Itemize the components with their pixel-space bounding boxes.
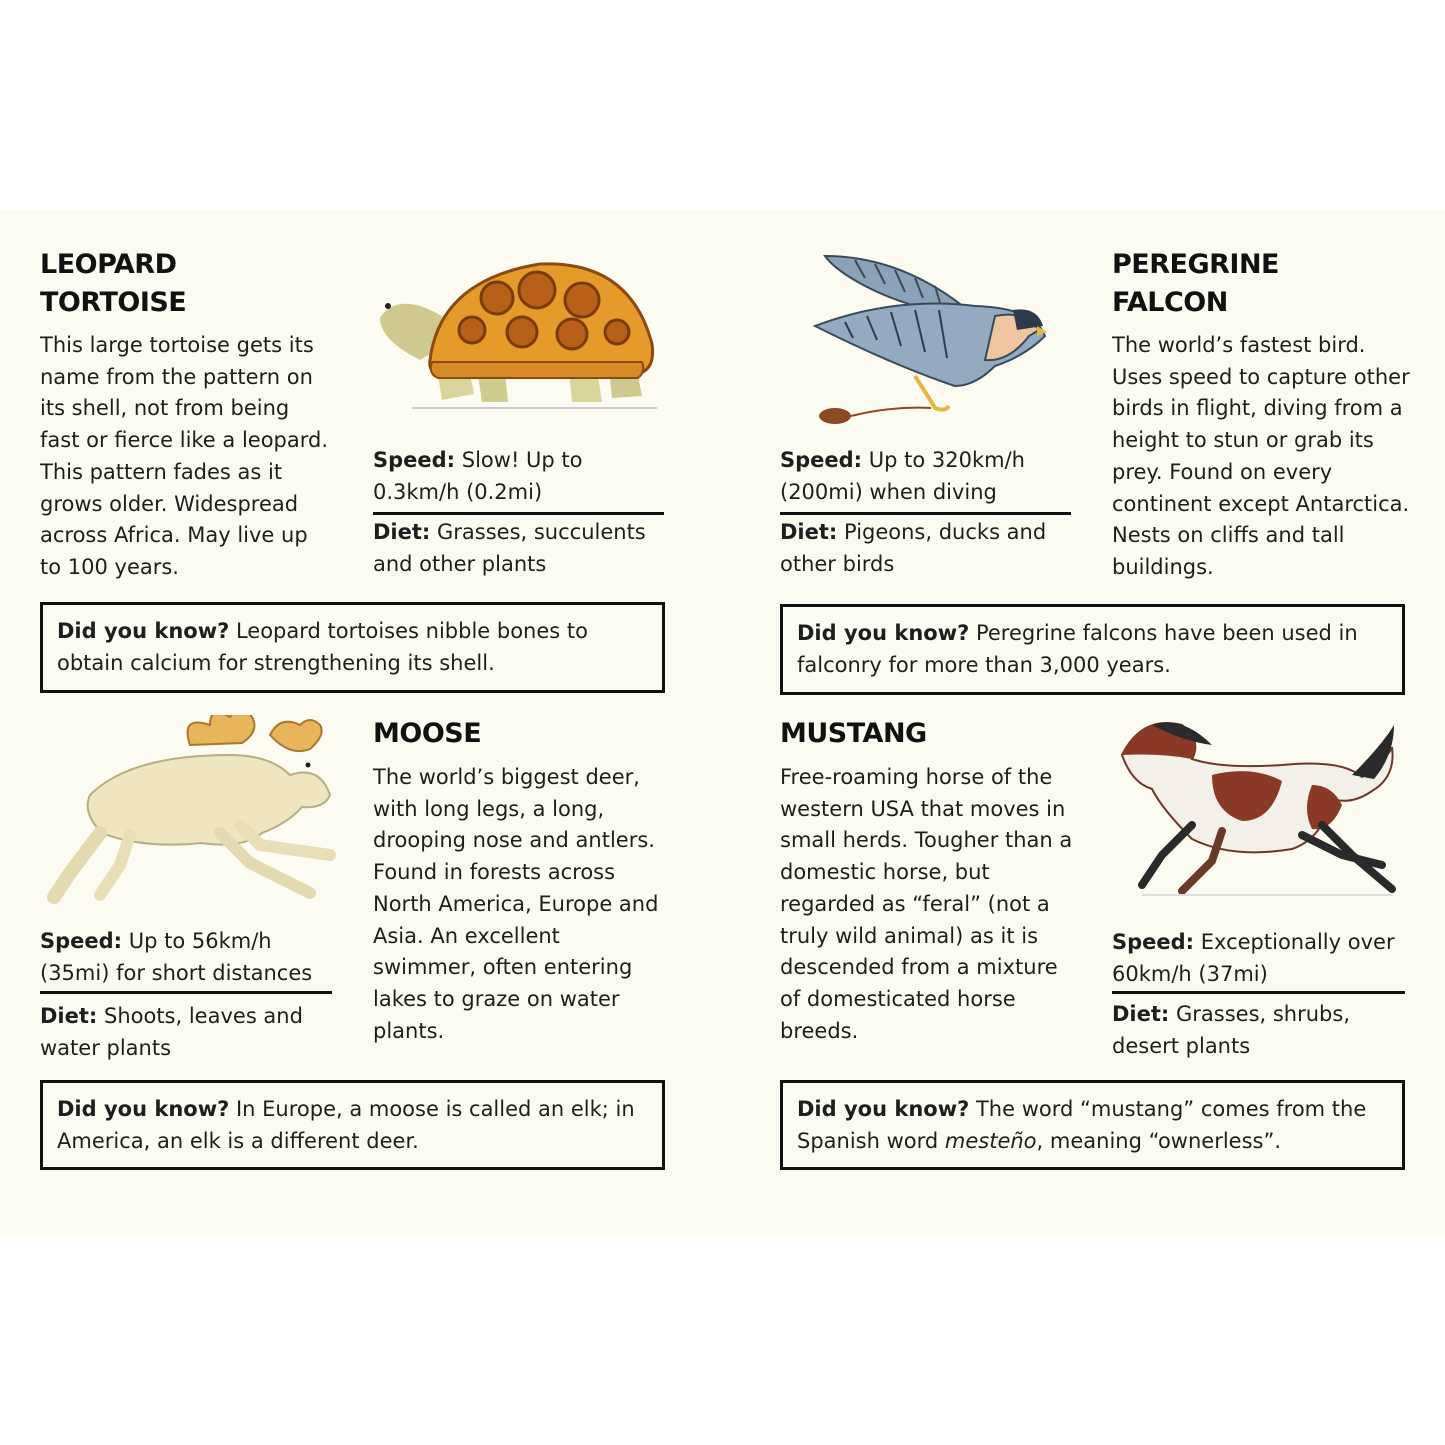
moose-illustration <box>40 715 340 915</box>
mustang-speed-label: Speed: <box>1112 930 1195 954</box>
falcon-divider <box>780 512 1071 515</box>
mustang-diet-value: Grasses, shrubs, desert plants <box>1112 1002 1350 1058</box>
mustang-diet <box>1112 998 1412 1062</box>
tortoise-title <box>40 246 186 322</box>
mustang-diet-label: Diet: <box>1112 1002 1170 1026</box>
falcon-did-you-know-box <box>780 604 1405 695</box>
moose-speed-label: Speed: <box>40 929 123 953</box>
tortoise-title-line1: LEOPARD <box>40 249 177 280</box>
falcon-diet-label: Diet: <box>780 520 838 544</box>
tortoise-did-you-know-box <box>40 602 665 693</box>
falcon-dyk-text: Peregrine falcons have been used in falconry for more than 3,000 years. <box>797 621 1358 677</box>
tortoise-diet <box>373 516 663 580</box>
tortoise-illustration <box>372 250 662 415</box>
mustang-dyk-label: Did you know? <box>797 1097 970 1121</box>
moose-did-you-know-box <box>40 1080 665 1170</box>
mustang-dyk-text-b: , meaning “ownerless”. <box>1036 1129 1282 1153</box>
tortoise-speed-value: Slow! Up to 0.3km/h (0.2mi) <box>373 448 583 504</box>
moose-diet <box>40 1000 335 1064</box>
mustang-did-you-know-box <box>780 1080 1405 1170</box>
moose-description: The world’s biggest deer, with long legs, a long, drooping nose and antlers. Found in forests across North America, Europe and Asia. An excellent swimmer, often entering lakes to graze on water plants. <box>373 765 659 1043</box>
moose-diet-value: Shoots, leaves and water plants <box>40 1004 303 1060</box>
falcon-title-line1: PEREGRINE <box>1112 249 1280 280</box>
falcon-diet <box>780 516 1070 580</box>
falcon-description: The world’s fastest bird. Uses speed to capture other birds in flight, diving from a height to stun or grab its prey. Found on every continent except Antarctica. Nests on cliffs and tall buildings. <box>1112 333 1410 579</box>
tortoise-speed <box>373 444 663 508</box>
falcon-illustration <box>805 246 1055 436</box>
falcon-title <box>1112 246 1279 322</box>
falcon-diet-value: Pigeons, ducks and other birds <box>780 520 1047 576</box>
moose-dyk-text: In Europe, a moose is called an elk; in America, an elk is a different deer. <box>57 1097 635 1153</box>
tortoise-divider <box>373 512 664 515</box>
mustang-description: Free-roaming horse of the western USA that moves in small herds. Tougher than a domestic horse, but regarded as “feral” (not a truly wild animal) as it is descended from a mixture of domesticated horse breeds. <box>780 765 1073 1043</box>
moose-speed <box>40 925 335 989</box>
tortoise-description: This large tortoise gets its name from the pattern on its shell, not from being fast or fierce like a leopard. This pattern fades as it grows older. Widespread across Africa. May live up to 100 years. <box>40 333 329 579</box>
mustang-dyk-text-a: The word “mustang” comes from the Spanish word <box>797 1097 1367 1153</box>
mustang-speed <box>1112 926 1412 990</box>
mustang-illustration <box>1112 715 1402 900</box>
falcon-speed-value: Up to 320km/h (200mi) when diving <box>780 448 1025 504</box>
mustang-title: MUSTANG <box>780 718 927 749</box>
moose-diet-label: Diet: <box>40 1004 98 1028</box>
falcon-dyk-label: Did you know? <box>797 621 970 645</box>
tortoise-dyk-label: Did you know? <box>57 619 230 643</box>
mustang-divider <box>1112 991 1405 994</box>
moose-divider <box>40 991 332 994</box>
tortoise-dyk-text: Leopard tortoises nibble bones to obtain calcium for strengthening its shell. <box>57 619 588 675</box>
tortoise-speed-label: Speed: <box>373 448 456 472</box>
tortoise-diet-value: Grasses, succulents and other plants <box>373 520 646 576</box>
moose-title: MOOSE <box>373 718 482 749</box>
tortoise-diet-label: Diet: <box>373 520 431 544</box>
book-page <box>0 210 1445 1235</box>
falcon-speed-label: Speed: <box>780 448 863 472</box>
tortoise-title-line2: TORTOISE <box>40 287 187 318</box>
falcon-title-line2: FALCON <box>1112 287 1228 318</box>
mustang-speed-value: Exceptionally over 60km/h (37mi) <box>1112 930 1395 986</box>
mustang-dyk-italic-word: mesteño <box>944 1129 1037 1153</box>
moose-speed-value: Up to 56km/h (35mi) for short distances <box>40 929 313 985</box>
moose-dyk-label: Did you know? <box>57 1097 230 1121</box>
falcon-speed <box>780 444 1070 508</box>
